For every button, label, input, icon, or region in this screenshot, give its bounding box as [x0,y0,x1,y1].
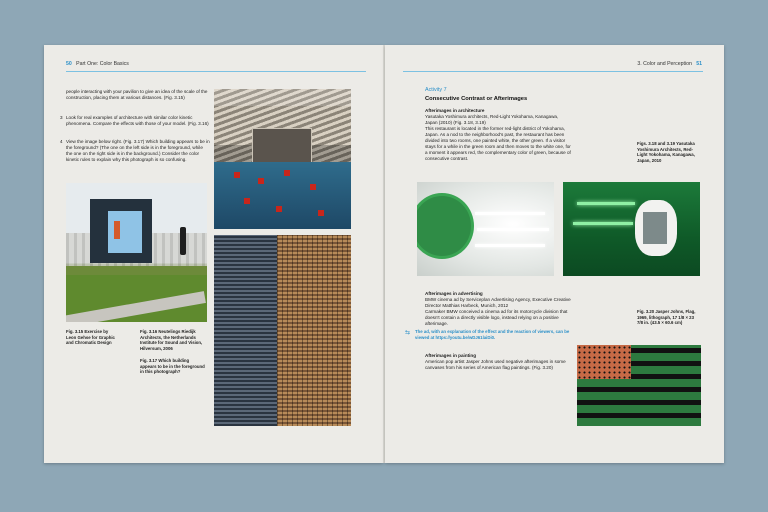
pavilion-photo [66,183,207,322]
section-architecture-text: Yasutaka Yoshimura architects, Red-Light Yokohama, Kanagawa, Japan (2010) (Fig. 3.18, 3.19) This restaurant is located in the former red-light district of Yokohama, Japan. As a nod to the neighborhood's past, the restaurant has been divided into two rooms, one painted white, the other green. If a visitor stays for a while in the green room and then moves to the white one, for a moment it appears red, the complementary color of green, because of consecutive contrast. [425,114,571,161]
right-chapter-title: 3. Color and Perception [637,61,692,67]
left-chapter-title: Part One: Color Basics [76,61,129,67]
right-page-number: 51 [696,61,702,67]
caption-fig-3-15: Fig. 3.15 Exercise by Leon Gehse for Graphic and Chromatic Design [66,329,115,346]
section-advertising-text: BMW cinema ad by Serviceplan Advertising Agency, Executive Creative Director Matthias Harbeck, Munich, 2012 Carmaker BMW conceived a cinema ad for its motorcycle division that doesn't contain a directly visible logo, instead relying on a positive afterimage. [425,297,571,326]
caption-fig-3-18: Figs. 3.18 and 3.19 Yasutaka Yoshimura Architects, Red-Light Yokohama, Kanagawa, Japan, 2010 [637,141,695,163]
list-item-3: Look for real examples of architecture with similar color kinetic phenomena. Compare the effects with those of your model. (Fig. 3.16) [66,115,209,126]
caption-fig-3-16: Fig. 3.16 Neutelings Riedijk Architects, the Netherlands Institute for Sound and Vision, Hilversum, 2006 [140,329,203,351]
list-item-4: View the image below right. (Fig. 3.17) Which building appears to be in the foreground? (The one on the left side is in the foreground, while the one on the right side is in the background.) Consider the color kinetic rules to explain why this photograph is so confusing. [66,139,210,162]
left-header [66,61,129,67]
section-painting-text: American pop artist Jasper Johns used negative afterimages in some canvases from his series of American flag paintings. (Fig. 3.20) [425,359,566,370]
video-link[interactable]: The ad, with an explanation of the effect and the reaction of viewers, can be viewed at https://youtu.be/wDJ61laiDi0. [415,329,570,340]
right-header [637,61,702,67]
right-header-rule [403,71,703,72]
video-link-icon: ⇆ [405,330,411,336]
left-page [44,45,383,463]
section-painting-heading: Afterimages in painting [425,353,477,358]
section-architecture-heading: Afterimages in architecture [425,108,485,113]
buildings-photo [214,235,351,426]
white-room-photo [417,182,554,276]
green-room-photo [563,182,700,276]
left-intro-text: people interacting with your pavilion to give an idea of the scale of the construction, placing them at various distances. (Fig. 3.15) [66,89,208,100]
left-page-number: 50 [66,61,72,67]
list-number-4: 4 [60,139,63,144]
left-header-rule [66,71,366,72]
activity-label: Activity 7 [425,87,447,93]
caption-fig-3-17: Fig. 3.17 Which building appears to be in the foreground in this photograph? [140,358,205,375]
right-page [385,45,724,463]
caption-fig-3-20: Fig. 3.20 Jasper Johns, Flag, 1969, lithograph, 17 1/8 × 23 7/8 in. (43.5 × 60.6 cm) [637,309,696,326]
section-advertising-heading: Afterimages in advertising [425,291,483,296]
flag-lithograph-photo [577,345,701,426]
atrium-photo [214,89,351,229]
list-number-3: 3 [60,115,63,120]
activity-title: Consecutive Contrast or Afterimages [425,96,528,102]
